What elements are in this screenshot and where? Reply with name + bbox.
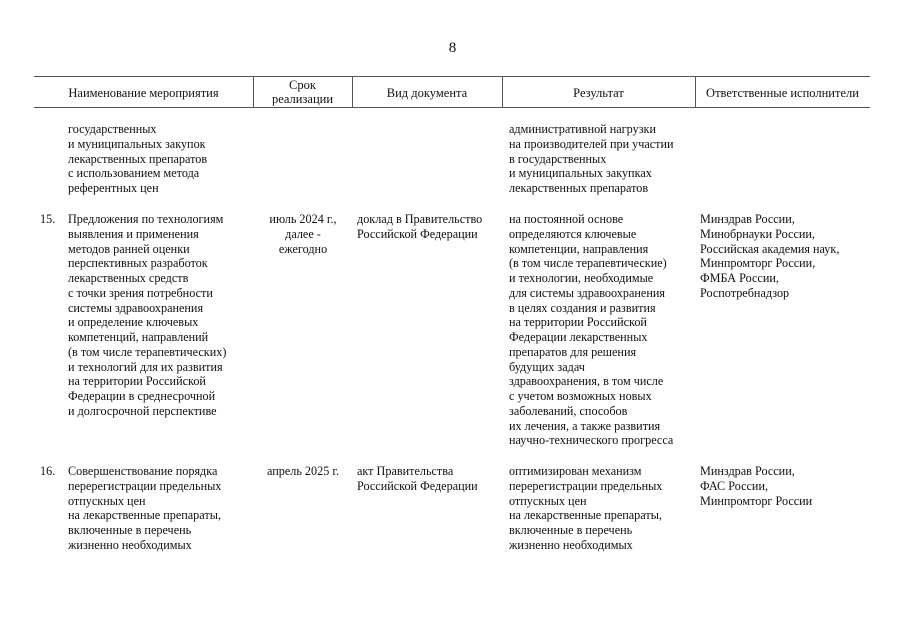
header-name: Наименование мероприятия bbox=[68, 86, 219, 100]
header-responsible: Ответственные исполнители bbox=[706, 86, 859, 100]
row-16-number: 16. bbox=[40, 464, 56, 478]
row-15-doc-type-cell: доклад в Правительство Российской Федерации bbox=[357, 212, 483, 241]
row-16-responsible-cell: Минздрав России, ФАС России, Минпромторг России bbox=[700, 464, 813, 508]
table-header-top-rule bbox=[34, 76, 870, 77]
header-doc-type: Вид документа bbox=[386, 86, 468, 100]
header-result: Результат bbox=[573, 86, 624, 100]
row-15-term-cell: июль 2024 г., далее - ежегодно bbox=[269, 212, 337, 256]
continuation-result-cell: административной нагрузки на производителей при участии в государственных и муниципальных закупках лекарственных препаратов bbox=[509, 122, 674, 195]
row-15-result-cell: на постоянной основе определяются ключевые компетенции, направления (в том числе терапевтические) и технологии, необходимые для системы здравоохранения в целях создания и развития на территории Российской Федерации лекарственных препаратов для решения будущих задач здравоохранения, в том числе с учетом возможных новых заболеваний, способов их лечения, а также развития научно-технического прогресса bbox=[509, 212, 674, 448]
page-number: 8 bbox=[448, 40, 457, 56]
row-16-doc-type-cell: акт Правительства Российской Федерации bbox=[357, 464, 478, 493]
header-term: Срок реализации bbox=[271, 78, 334, 106]
row-15-responsible-cell: Минздрав России, Минобрнауки России, Российская академия наук, Минпромторг России, ФМБА России, Роспотребнадзор bbox=[700, 212, 840, 300]
row-15-number: 15. bbox=[40, 212, 56, 226]
row-16-result-cell: оптимизирован механизм перерегистрации предельных отпускных цен на лекарственные препараты, включенные в перечень жизненно необходимых bbox=[509, 464, 663, 552]
row-15-name-cell: Предложения по технологиям выявления и применения методов ранней оценки перспективных разработок лекарственных средств с точки зрения потребности системы здравоохранения и определение ключевых компетенций, направлений (в том числе терапевтических) и технологий для их развития на территории Российской Федерации в среднесрочной и долгосрочной перспективе bbox=[68, 212, 227, 418]
row-16-term-cell: апрель 2025 г. bbox=[266, 464, 340, 478]
continuation-name-cell: государственных и муниципальных закупок лекарственных препаратов с использованием метода референтных цен bbox=[68, 122, 208, 195]
row-16-name-cell: Совершенствование порядка перерегистрации предельных отпускных цен на лекарственные препараты, включенные в перечень жизненно необходимых bbox=[68, 464, 222, 552]
table-header-bottom-rule bbox=[34, 107, 870, 108]
